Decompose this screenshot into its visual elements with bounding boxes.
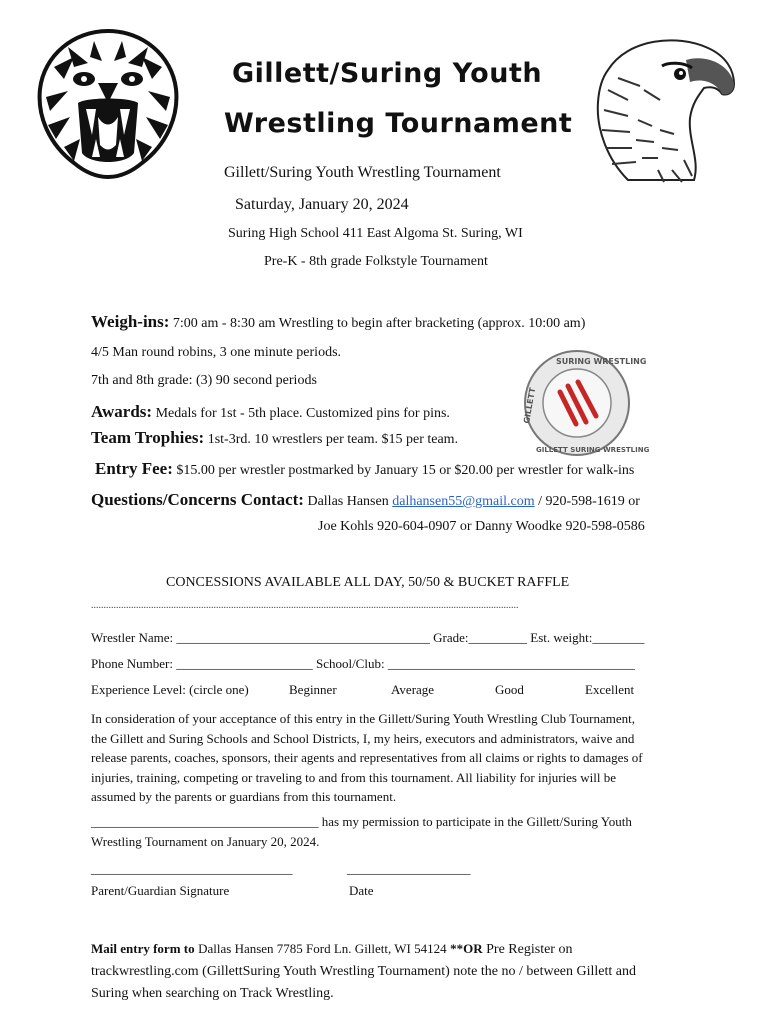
- awards-text: Medals for 1st - 5th place. Customized pins for pins.: [155, 406, 450, 421]
- waiver-line: the Gillett and Suring Schools and School Districts, I, my heirs, executors and administrators, waive and: [91, 730, 635, 746]
- experience-good: Good: [495, 682, 524, 697]
- mail-address: Dallas Hansen 7785 Ford Ln. Gillett, WI 54124: [198, 941, 447, 956]
- mail-line-2: trackwrestling.com (GillettSuring Youth Wrestling Tournament) note the no / between Gillett and: [91, 964, 637, 979]
- eagle-logo: [588, 30, 738, 188]
- logo-text-bottom: GILLETT SURING WRESTLING: [536, 446, 650, 454]
- waiver-line: In consideration of your acceptance of this entry in the Gillett/Suring Youth Wrestling Club Tournament,: [91, 711, 635, 726]
- experience-excellent: Excellent: [585, 682, 635, 697]
- dotted-divider: ...........................................................................................................................................................................: [91, 600, 519, 611]
- club-logo: [522, 348, 650, 458]
- permission-line-1: ___________________________________ has my permission to participate in the Gillett/Suring Youth: [91, 814, 632, 829]
- waiver-line: release parents, coaches, sponsors, their agents and representatives from all claims or rights to damages of: [91, 750, 643, 765]
- team-trophies-label: Team Trophies:: [91, 428, 205, 447]
- weighins-text: 7:00 am - 8:30 am Wrestling to begin after bracketing (approx. 10:00 am): [172, 316, 586, 331]
- waiver-text: [91, 709, 643, 807]
- permission-text: [91, 812, 632, 851]
- experience-label: Experience Level: (circle one): [91, 682, 249, 697]
- wrestler-name-line: Wrestler Name: _______________________________________ Grade:_________ Est. weight:________: [91, 630, 645, 645]
- awards-row: [91, 402, 450, 422]
- team-trophies-row: [91, 428, 458, 448]
- grade-78-periods: 7th and 8th grade: (3) 90 second periods: [91, 373, 317, 388]
- logo-text-top: SURING WRESTLING: [556, 357, 647, 366]
- questions-row: [91, 490, 640, 510]
- waiver-line: assumed by the parents or guardians from this tournament.: [91, 789, 397, 804]
- date-label: Date: [349, 883, 374, 898]
- logo-text-left: GILLETT: [522, 386, 538, 425]
- round-robins: 4/5 Man round robins, 3 one minute periods.: [91, 345, 342, 360]
- questions-phone: / 920-598-1619 or: [538, 494, 640, 509]
- weighins-label: Weigh-ins:: [91, 312, 170, 331]
- questions-line-2: Joe Kohls 920-604-0907 or Danny Woodke 920-598-0586: [318, 519, 645, 534]
- weighins-row: [91, 312, 585, 332]
- date-signature-line: ___________________: [347, 861, 471, 876]
- email-link[interactable]: dalhansen55@gmail.com: [392, 494, 535, 509]
- phone-school-line: Phone Number: _____________________ School/Club: ______________________________________: [91, 656, 635, 671]
- experience-average: Average: [391, 682, 435, 697]
- entry-fee-row: [95, 459, 634, 479]
- mail-or: **OR: [450, 941, 483, 956]
- permission-line-2: Wrestling Tournament on January 20, 2024.: [91, 833, 320, 849]
- concessions-note: CONCESSIONS AVAILABLE ALL DAY, 50/50 & BUCKET RAFFLE: [166, 575, 570, 590]
- mail-instructions: [91, 938, 636, 1005]
- event-location: Suring High School 411 East Algoma St. Suring, WI: [228, 226, 523, 241]
- mail-line-1: [91, 938, 636, 961]
- title-line-2: Wrestling Tournament: [224, 108, 573, 139]
- entry-fee-text: $15.00 per wrestler postmarked by January 15 or $20.00 per wrestler for walk-ins: [176, 463, 635, 478]
- experience-beginner: Beginner: [289, 682, 337, 697]
- team-trophies-text: 1st-3rd. 10 wrestlers per team. $15 per team.: [207, 432, 459, 447]
- mail-preregister: Pre Register on: [486, 942, 573, 957]
- signature-line: _______________________________: [91, 861, 293, 876]
- grade-range: Pre-K - 8th grade Folkstyle Tournament: [264, 254, 488, 269]
- event-date: Saturday, January 20, 2024: [235, 196, 409, 213]
- subtitle: Gillett/Suring Youth Wrestling Tournament: [224, 164, 501, 181]
- awards-label: Awards:: [91, 402, 153, 421]
- mail-bold: Mail entry form to: [91, 941, 195, 956]
- mail-line-3: Suring when searching on Track Wrestling.: [91, 986, 334, 1001]
- entry-fee-label: Entry Fee:: [95, 459, 173, 478]
- questions-label: Questions/Concerns Contact:: [91, 490, 304, 509]
- questions-name: Dallas Hansen: [307, 494, 389, 509]
- tiger-logo: [34, 27, 182, 179]
- title-line-1: Gillett/Suring Youth: [232, 58, 543, 89]
- signature-label: Parent/Guardian Signature: [91, 883, 230, 898]
- waiver-line: injuries, training, competing or traveling to and from this tournament. All liability for injuries will be: [91, 769, 616, 785]
